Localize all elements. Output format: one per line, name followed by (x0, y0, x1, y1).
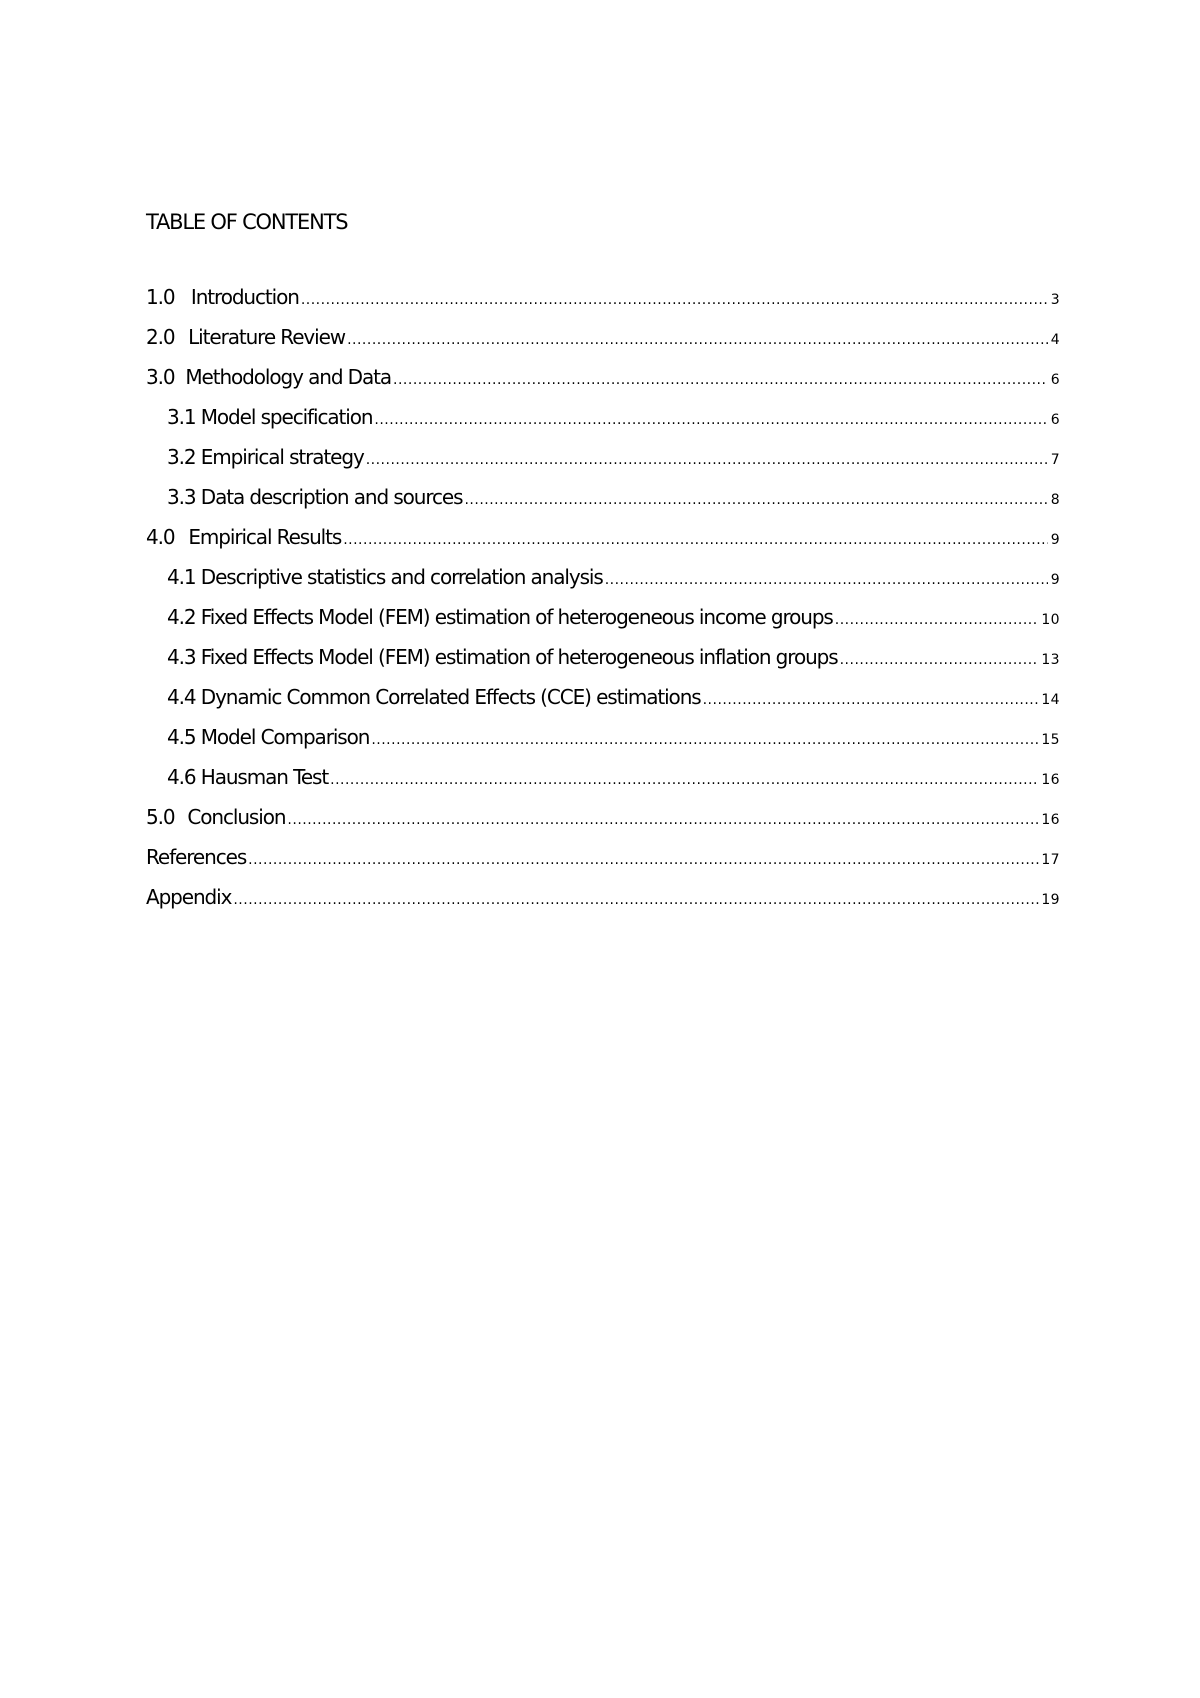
toc-entry-label: 3.1 Model specification (167, 405, 373, 429)
toc-entry-page: 9 (1050, 572, 1060, 588)
toc-list (146, 285, 1060, 925)
toc-entry-page: 4 (1050, 332, 1060, 348)
toc-entry-references[interactable] (146, 845, 1060, 885)
toc-leader-dots (347, 332, 1048, 348)
toc-entry-label: Conclusion (187, 805, 286, 829)
toc-entry-page: 15 (1041, 732, 1060, 748)
toc-entry-label: Appendix (146, 885, 232, 909)
toc-entry-fem-inflation-groups[interactable] (146, 645, 1060, 685)
toc-entry-label: 4.2 Fixed Effects Model (FEM) estimation of heterogeneous income groups (167, 605, 833, 629)
toc-entry-appendix[interactable] (146, 885, 1060, 925)
toc-leader-dots (248, 852, 1039, 868)
toc-entry-label: Empirical Results (188, 525, 342, 549)
toc-entry-page: 16 (1041, 772, 1060, 788)
toc-leader-dots (703, 692, 1040, 708)
toc-entry-number: 3.0 (146, 365, 175, 389)
toc-leader-dots (287, 812, 1039, 828)
toc-leader-dots (464, 492, 1048, 508)
toc-leader-dots (605, 572, 1048, 588)
toc-entry-label: 4.1 Descriptive statistics and correlation analysis (167, 565, 603, 589)
toc-leader-dots (233, 892, 1039, 908)
toc-entry-label: 4.4 Dynamic Common Correlated Effects (CCE) estimations (167, 685, 701, 709)
toc-leader-dots (840, 652, 1040, 668)
toc-entry-label: 4.3 Fixed Effects Model (FEM) estimation of heterogeneous inflation groups (167, 645, 838, 669)
toc-entry-model-comparison[interactable] (146, 725, 1060, 765)
toc-entry-number: 1.0 (146, 285, 175, 309)
toc-leader-dots (374, 412, 1048, 428)
toc-entry-number: 4.0 (146, 525, 175, 549)
toc-entry-page: 14 (1041, 692, 1060, 708)
toc-entry-page: 16 (1041, 812, 1060, 828)
toc-entry-methodology[interactable] (146, 365, 1060, 405)
toc-entry-page: 8 (1050, 492, 1060, 508)
toc-entry-empirical-results[interactable] (146, 525, 1060, 565)
toc-leader-dots (330, 772, 1039, 788)
toc-entry-number: 2.0 (146, 325, 175, 349)
toc-leader-dots (366, 452, 1048, 468)
toc-entry-conclusion[interactable] (146, 805, 1060, 845)
toc-entry-label: 4.6 Hausman Test (167, 765, 329, 789)
toc-entry-page: 7 (1050, 452, 1060, 468)
toc-entry-fem-income-groups[interactable] (146, 605, 1060, 645)
toc-entry-page: 9 (1050, 532, 1060, 548)
toc-leader-dots (835, 612, 1040, 628)
toc-entry-page: 6 (1050, 372, 1060, 388)
toc-entry-empirical-strategy[interactable] (146, 445, 1060, 485)
toc-entry-number: 5.0 (146, 805, 175, 829)
toc-entry-introduction[interactable] (146, 285, 1060, 325)
toc-entry-cce-estimations[interactable] (146, 685, 1060, 725)
toc-entry-model-specification[interactable] (146, 405, 1060, 445)
toc-entry-page: 10 (1041, 612, 1060, 628)
toc-entry-label: Methodology and Data (185, 365, 392, 389)
toc-entry-label: References (146, 845, 247, 869)
toc-entry-literature-review[interactable] (146, 325, 1060, 365)
toc-leader-dots (301, 292, 1048, 308)
toc-leader-dots (371, 732, 1039, 748)
toc-entry-label: 3.3 Data description and sources (167, 485, 463, 509)
toc-entry-label: Literature Review (188, 325, 346, 349)
toc-title: TABLE OF CONTENTS (146, 210, 348, 234)
toc-entry-page: 13 (1041, 652, 1060, 668)
toc-entry-page: 6 (1050, 412, 1060, 428)
toc-entry-label: Introduction (190, 285, 299, 309)
toc-entry-hausman-test[interactable] (146, 765, 1060, 805)
toc-entry-label: 3.2 Empirical strategy (167, 445, 364, 469)
toc-entry-page: 17 (1041, 852, 1060, 868)
toc-entry-page: 19 (1041, 892, 1060, 908)
toc-entry-descriptive-statistics[interactable] (146, 565, 1060, 605)
toc-leader-dots (343, 532, 1048, 548)
toc-entry-label: 4.5 Model Comparison (167, 725, 370, 749)
toc-entry-page: 3 (1050, 292, 1060, 308)
toc-leader-dots (393, 372, 1048, 388)
toc-entry-data-description[interactable] (146, 485, 1060, 525)
